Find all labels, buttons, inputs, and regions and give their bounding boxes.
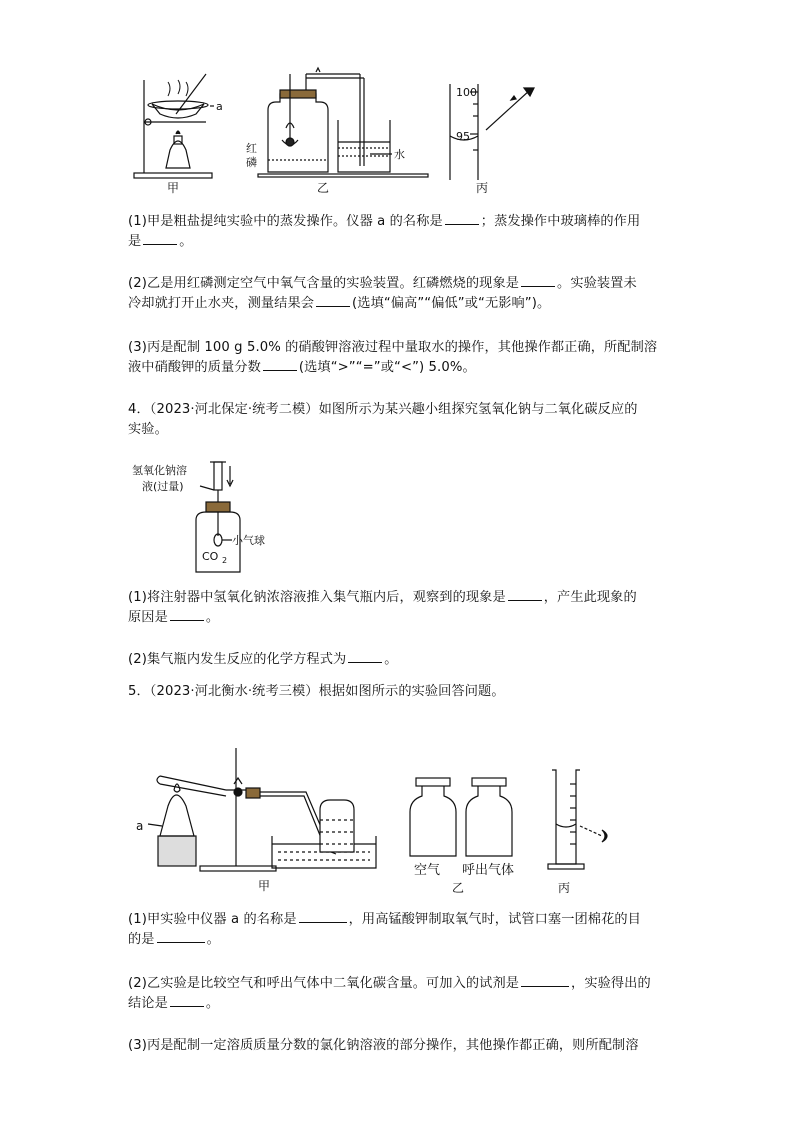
q5-caption-jia: 甲 (258, 879, 271, 893)
caption-bing-fig1: 丙 (476, 181, 489, 195)
q4-p1-text-a: (1)将注射器中氢氧化钠浓溶液推入集气瓶内后，观察到的现象是 (128, 590, 506, 605)
q4-p2-text-b: 。 (384, 652, 398, 667)
q5-p1-text-d: 。 (206, 932, 220, 947)
blank[interactable] (508, 588, 542, 601)
q5-p1-text-c: 的是 (128, 932, 155, 947)
q5-label-air: 空气 (414, 863, 441, 878)
blank[interactable] (157, 930, 205, 943)
blank[interactable] (143, 232, 177, 245)
q3-p3-text-b: 液中硝酸钾的质量分数 (128, 360, 261, 375)
q3-part2 (128, 274, 664, 314)
figure-q4-drawing (130, 458, 300, 578)
q3-p1-text-c: 是 (128, 234, 142, 249)
caption-jia-fig1: 甲 (167, 181, 180, 195)
q3-part3 (128, 338, 664, 378)
q4-stem-line1: 4．（2023·河北保定·统考二模）如图所示为某兴趣小组探究氢氧化钠与二氧化碳反应的 (128, 402, 638, 417)
evaporation-apparatus (134, 74, 214, 178)
kmno4-apparatus (148, 748, 376, 871)
q5-p1-text-a: (1)甲实验中仪器 a 的名称是 (128, 912, 297, 927)
blank[interactable] (521, 974, 569, 987)
q3-p3-text-a: (3)丙是配制 100 g 5.0% 的硝酸钾溶液过程中量取水的操作，其他操作都正确，所配制溶 (128, 340, 658, 355)
q4-label-balloon: 小气球 (232, 534, 265, 547)
q3-part1 (128, 212, 664, 252)
figure-q5 (130, 740, 630, 900)
q5-stem (128, 682, 664, 702)
q4-part1 (128, 588, 664, 628)
q5-caption-yi: 乙 (452, 881, 465, 895)
label-a-fig1: a (216, 100, 223, 113)
q3-p1-text-d: 。 (179, 234, 193, 249)
q5-p2-text-a: (2)乙实验是比较空气和呼出气体中二氧化碳含量。可加入的试剂是 (128, 976, 520, 991)
q5-part1 (128, 910, 664, 950)
q5-caption-bing: 丙 (558, 881, 571, 895)
blank[interactable] (348, 650, 382, 663)
blank[interactable] (521, 274, 555, 287)
figure-1-drawing (130, 70, 550, 200)
q5-label-exhaled: 呼出气体 (462, 863, 515, 878)
q5-p2-text-b: ，实验得出的 (571, 976, 651, 991)
cylinder-eye (548, 770, 607, 869)
caption-yi-fig1: 乙 (317, 181, 330, 195)
q5-part3 (128, 1036, 664, 1056)
q4-label-naoh-2: 液(过量) (142, 480, 184, 493)
q4-label-co2-sub: 2 (222, 556, 228, 565)
gas-bottles (410, 778, 512, 856)
q3-p3-text-c: (选填“>”“=”或“<”) 5.0%。 (298, 360, 476, 375)
q3-p1-text-a: (1)甲是粗盐提纯实验中的蒸发操作。仪器 a 的名称是 (128, 214, 443, 229)
blank[interactable] (299, 910, 347, 923)
q5-stem-text: 5．（2023·河北衡水·统考三模）根据如图所示的实验回答问题。 (128, 684, 505, 699)
q4-part2 (128, 650, 664, 670)
blank[interactable] (263, 358, 297, 371)
blank[interactable] (316, 294, 350, 307)
q4-label-co2: CO (202, 550, 219, 563)
figure-q5-drawing (130, 740, 630, 900)
q4-p1-text-c: 原因是 (128, 610, 168, 625)
q3-p1-text-b: ；蒸发操作中玻璃棒的作用 (480, 214, 641, 229)
q4-label-naoh-1: 氢氧化钠溶 (132, 464, 187, 477)
figure-1 (130, 70, 550, 200)
label-red-2: 磷 (246, 156, 257, 169)
q3-p2-text-b: 。实验装置未 (557, 276, 637, 291)
q4-p1-text-d: 。 (205, 610, 220, 625)
figure-q4 (130, 458, 300, 578)
blank[interactable] (170, 608, 204, 621)
blank[interactable] (445, 212, 479, 225)
label-100: 100 (456, 86, 477, 99)
q4-p2-text-a: (2)集气瓶内发生反应的化学方程式为 (128, 652, 347, 667)
label-water: 水 (394, 148, 405, 161)
q4-stem (128, 400, 664, 440)
q3-p2-text-d: (选填“偏高”“偏低”或“无影响”)。 (352, 296, 551, 311)
q5-p1-text-b: ，用高锰酸钾制取氧气时，试管口塞一团棉花的目 (348, 912, 641, 927)
label-red-1: 红 (246, 142, 257, 155)
label-95: 95 (456, 130, 470, 143)
blank[interactable] (170, 994, 204, 1007)
q5-p2-text-c: 结论是 (128, 996, 168, 1011)
q5-p2-text-d: 。 (205, 996, 220, 1011)
q3-p2-text-c: 冷却就打开止水夹，测量结果会 (128, 296, 315, 311)
q4-stem-line2: 实验。 (128, 422, 168, 437)
q5-label-a: a (136, 819, 144, 833)
q5-part2 (128, 974, 664, 1014)
q5-p3-text: (3)丙是配制一定溶质质量分数的氯化钠溶液的部分操作，其他操作都正确，则所配制溶 (128, 1038, 639, 1053)
q3-p2-text-a: (2)乙是用红磷测定空气中氧气含量的实验装置。红磷燃烧的现象是 (128, 276, 520, 291)
q4-p1-text-b: ，产生此现象的 (543, 590, 637, 605)
